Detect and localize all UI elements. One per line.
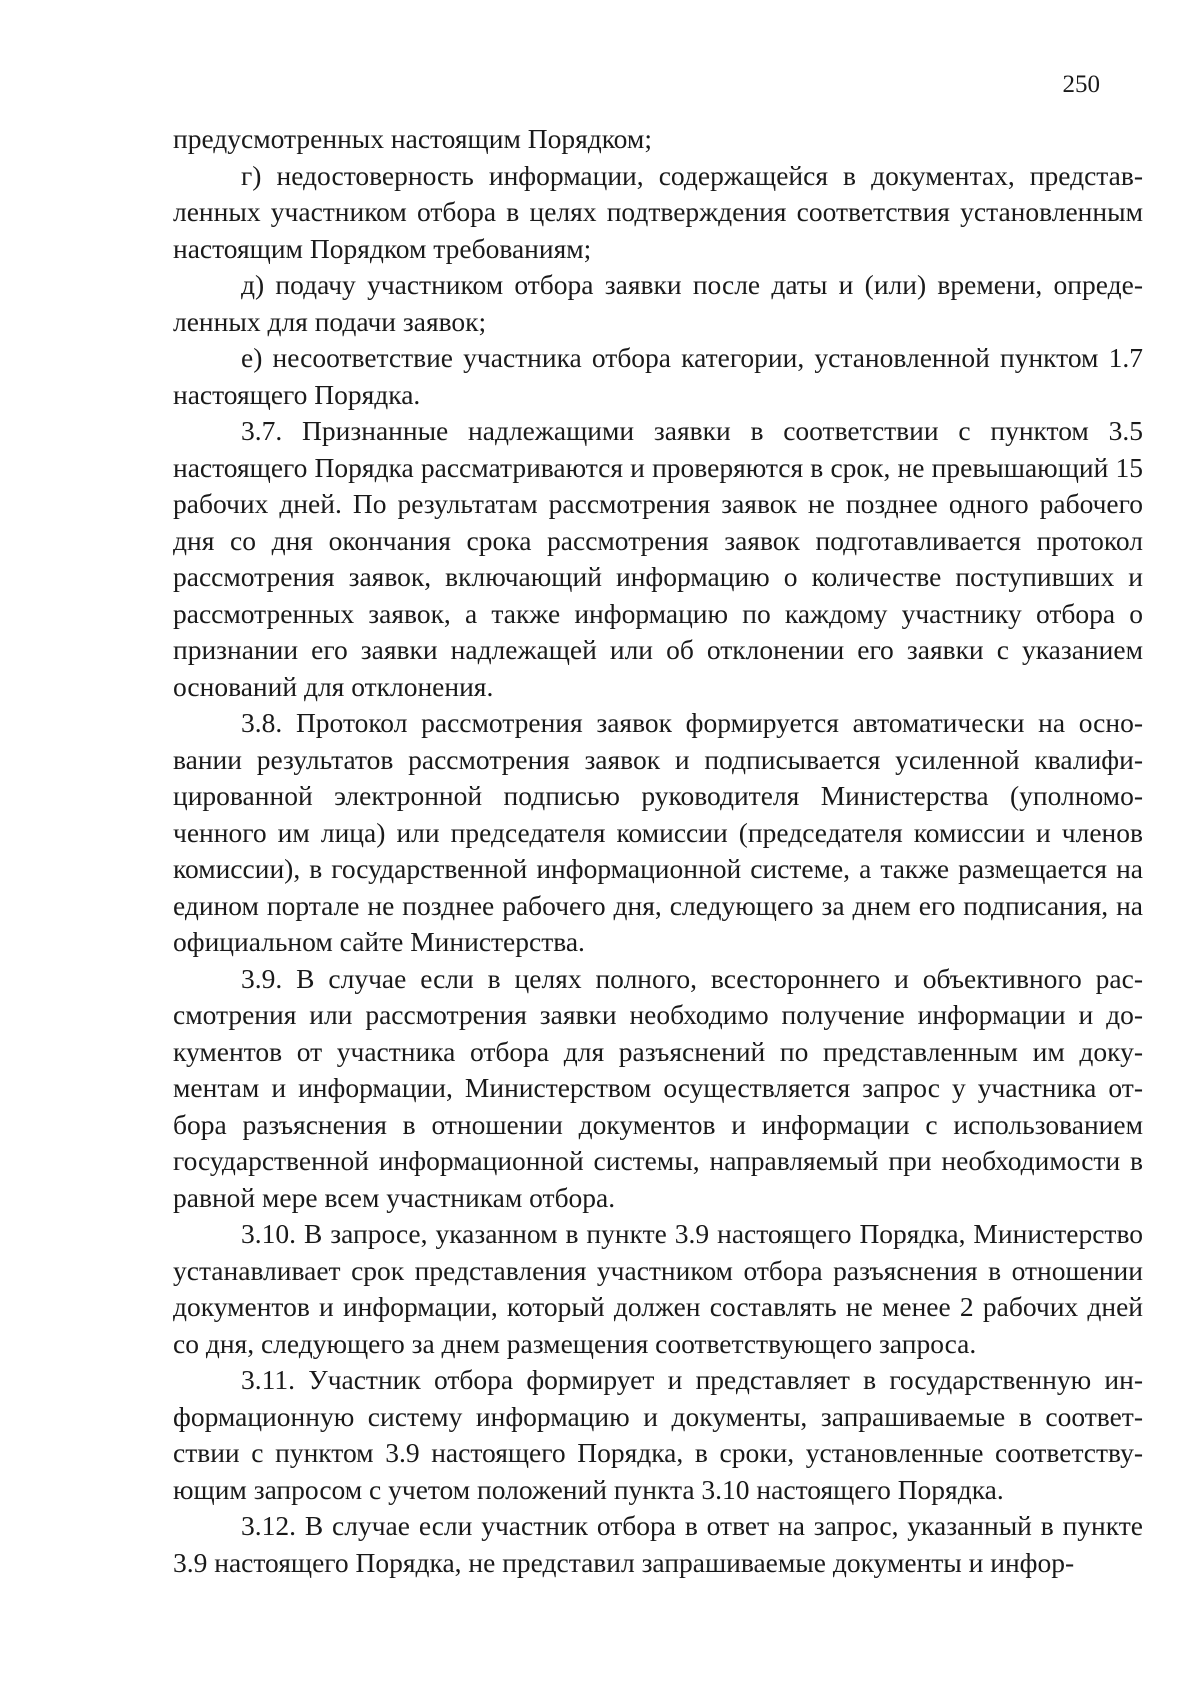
paragraph-3-12: 3.12. В случае если участник отбора в ответ на запрос, указанный в пункте 3.9 настоящего Порядка, не представил запрашиваемые документы и инфор- (173, 1510, 1143, 1578)
paragraph-3-9: 3.9. В случае если в целях полного, всестороннего и объективного рассмотрения или рассмотрения заявки необходимо получение информации и документов от участника отбора для разъяснений по представленным им документам и информации, Министерством осуществляется запрос у участника отбора разъяснения в отношении документов и информации с использованием государственной информационной системы, направляемый при необходимости в равной мере всем участникам отбора. (173, 962, 1143, 1213)
paragraph-item-g: г) недостоверность информации, содержащейся в документах, представленных участником отбора в целях подтверждения соответствия установленным настоящим Порядком требованиям; (173, 159, 1143, 264)
paragraph-item-d: д) подачу участником отбора заявки после даты и (или) времени, определенных для подачи заявок; (173, 269, 1143, 337)
document-body (173, 121, 1143, 1581)
paragraph-3-10: 3.10. В запросе, указанном в пункте 3.9 настоящего Порядка, Министерство устанавливает срок представления участником отбора разъяснения в отношении документов и информации, который должен составлять не менее 2 рабочих дней со дня, следующего за днем размещения соответствующего запроса. (173, 1218, 1143, 1359)
paragraph-3-11: 3.11. Участник отбора формирует и представляет в государственную информационную систему информацию и документы, запрашиваемые в соответствии с пунктом 3.9 настоящего Порядка, в сроки, установленные соответствующим запросом с учетом положений пункта 3.10 настоящего Порядка. (173, 1364, 1143, 1505)
paragraph-item-e: е) несоответствие участника отбора категории, установленной пунктом 1.7 настоящего Порядка. (173, 342, 1143, 410)
page-number: 250 (1062, 71, 1100, 98)
paragraph-0: предусмотренных настоящим Порядком; (173, 123, 652, 154)
paragraph-3-7: 3.7. Признанные надлежащими заявки в соответствии с пунктом 3.5 настоящего Порядка рассматриваются и проверяются в срок, не превышающий 15 рабочих дней. По результатам рассмотрения заявок не позднее одного рабочего дня со дня окончания срока рассмотрения заявок подготавливается протокол рассмотрения заявок, включающий информацию о количестве поступивших и рассмотренных заявок, а также информацию по каждому участнику отбора о признании его заявки надлежащей или об отклонении его заявки с указанием оснований для отклонения. (173, 415, 1143, 702)
paragraph-3-8: 3.8. Протокол рассмотрения заявок формируется автоматически на основании результатов рассмотрения заявок и подписывается усиленной квалифицированной электронной подписью руководителя Министерства (уполномоченного им лица) или председателя комиссии (председателя комиссии и членов комиссии), в государственной информационной системе, а также размещается на едином портале не позднее рабочего дня, следующего за днем его подписания, на официальном сайте Министерства. (173, 707, 1143, 957)
